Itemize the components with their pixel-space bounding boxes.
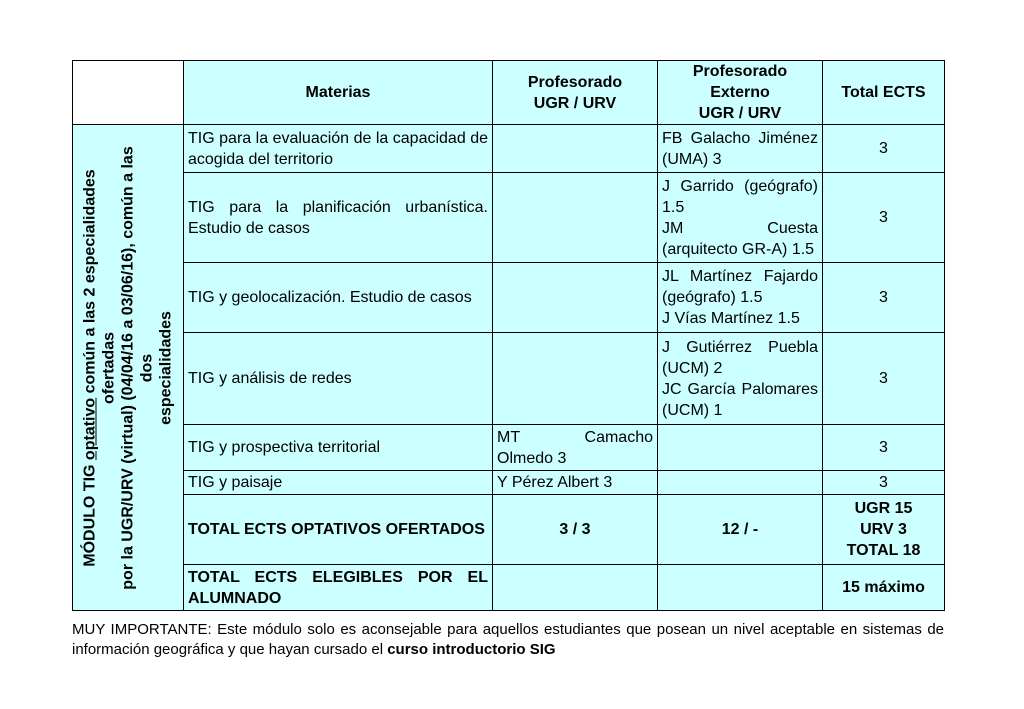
profesorado-cell [493, 263, 658, 333]
total-elegibles-total: 15 máximo [823, 565, 945, 611]
profesorado-cell [493, 333, 658, 425]
header-total-ects: Total ECTS [823, 61, 945, 125]
table-row [73, 125, 945, 173]
total-cell: 3 [823, 263, 945, 333]
materia-cell: TIG y geolocalización. Estudio de casos [184, 263, 493, 333]
total-ofertados-total: UGR 15 URV 3 TOTAL 18 [823, 495, 945, 565]
total-ofertados-label: TOTAL ECTS OPTATIVOS OFERTADOS [184, 495, 493, 565]
total-ofertados-row [73, 495, 945, 565]
externo-cell: FB Galacho Jiménez (UMA) 3 [658, 125, 823, 173]
table-row [73, 425, 945, 471]
module-label: MÓDULO TIG optativo común a las 2 especialidades ofertadas por la UGR/URV (virtual) (04/04/16 a 03/06/16), común a las dos especialidades [81, 145, 175, 590]
table-row [73, 333, 945, 425]
total-ofertados-externo: 12 / - [658, 495, 823, 565]
header-profesorado: Profesorado UGR / URV [493, 61, 658, 125]
note-text: MUY IMPORTANTE: Este módulo solo es aconsejable para aquellos estudiantes que posean un nivel aceptable en sistemas de información geográfica y que hayan cursado el [72, 621, 944, 658]
table-row [73, 471, 945, 495]
externo-cell: JL Martínez Fajardo (geógrafo) 1.5 J Vías Martínez 1.5 [658, 263, 823, 333]
note-bold: curso introductorio SIG [387, 641, 556, 658]
materia-cell: TIG y prospectiva territorial [184, 425, 493, 471]
total-elegibles-externo [658, 565, 823, 611]
total-cell: 3 [823, 425, 945, 471]
table-row [73, 173, 945, 263]
module-table [72, 60, 945, 611]
materia-cell: TIG para la evaluación de la capacidad de acogida del territorio [184, 125, 493, 173]
header-profesorado-externo: Profesorado Externo UGR / URV [658, 61, 823, 125]
materia-cell: TIG y análisis de redes [184, 333, 493, 425]
total-elegibles-profesorado [493, 565, 658, 611]
externo-cell [658, 471, 823, 495]
profesorado-cell: MT Camacho Olmedo 3 [493, 425, 658, 471]
materia-cell: TIG y paisaje [184, 471, 493, 495]
corner-cell [73, 61, 184, 125]
total-cell: 3 [823, 125, 945, 173]
externo-cell [658, 425, 823, 471]
total-elegibles-label: TOTAL ECTS ELEGIBLES POR EL ALUMNADO [184, 565, 493, 611]
externo-cell: J Gutiérrez Puebla (UCM) 2 JC García Palomares (UCM) 1 [658, 333, 823, 425]
profesorado-cell: Y Pérez Albert 3 [493, 471, 658, 495]
table-row [73, 263, 945, 333]
total-cell: 3 [823, 173, 945, 263]
materia-cell: TIG para la planificación urbanística. Estudio de casos [184, 173, 493, 263]
module-label-cell [73, 125, 184, 611]
header-materias: Materias [184, 61, 493, 125]
profesorado-cell [493, 125, 658, 173]
total-elegibles-row [73, 565, 945, 611]
total-ofertados-profesorado: 3 / 3 [493, 495, 658, 565]
profesorado-cell [493, 173, 658, 263]
externo-cell: J Garrido (geógrafo) 1.5 JM Cuesta (arquitecto GR-A) 1.5 [658, 173, 823, 263]
total-cell: 3 [823, 333, 945, 425]
total-cell: 3 [823, 471, 945, 495]
header-row [73, 61, 945, 125]
important-note [72, 620, 944, 660]
